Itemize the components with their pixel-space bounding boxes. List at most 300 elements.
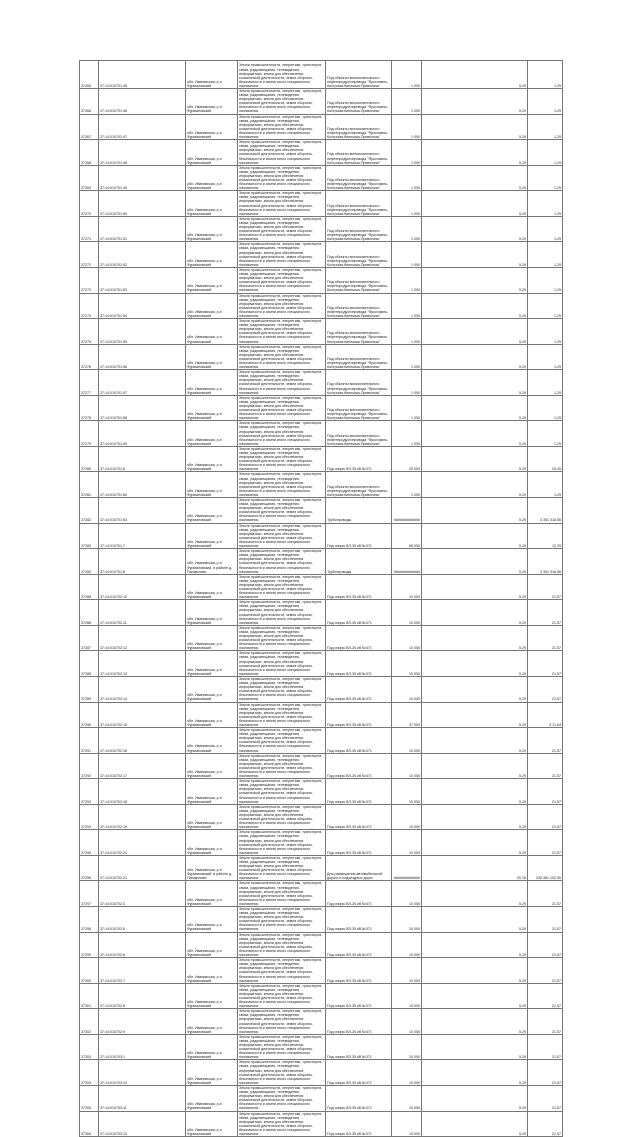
cadastral-number-cell: 37:14:010702:10 xyxy=(99,574,186,600)
location-cell: обл. Ивановская, р-н Фурмановский xyxy=(186,370,238,396)
permitted-use-cell: Под опоры ВЛ-35 кВ №371 xyxy=(326,523,392,549)
table-row xyxy=(80,216,563,242)
table-row xyxy=(80,293,563,319)
row-number-cell: 37270 xyxy=(80,191,99,217)
location-cell: обл. Ивановская, р-н Фурмановский xyxy=(186,498,238,524)
row-number-cell: 37272 xyxy=(80,242,99,268)
amount-cell: 1,29 xyxy=(528,421,563,447)
permitted-use-cell: Под объекты вспомогательного нефтепродуктопровода "Ярославль-Кострома-Кинешма-Приволжск" xyxy=(326,114,392,140)
permitted-use-cell: Под опоры ВЛ-35 кВ №371 xyxy=(326,728,392,754)
location-cell: обл. Ивановская, р-н Фурмановский xyxy=(186,907,238,933)
amount-cell: 21,57 xyxy=(528,779,563,805)
location-cell: обл. Ивановская, р-н Фурмановский xyxy=(186,395,238,421)
cadastral-number-cell: 37:14:010701:8 xyxy=(99,549,186,575)
area-cell: 10 000 xyxy=(392,983,422,1009)
cadastral-number-cell: 37:14:010701:49 xyxy=(99,165,186,191)
permitted-use-cell: Под опоры ВЛ-35 кВ №371 xyxy=(326,881,392,907)
permitted-use-cell: Под объекты вспомогательного нефтепродуктопровода "Ярославль-Кострома-Кинешма-Приволжск" xyxy=(326,344,392,370)
row-number-cell: 37306 xyxy=(80,1111,99,1137)
land-category-cell: Земли промышленности, энергетики, транспорта, связи, радиовещания, телевидения, информатики, земли для обеспечения космической деятельности, земли обороны, безопасности и земли иного специального назначения xyxy=(238,651,326,677)
location-cell: обл. Ивановская, р-н Фурмановский xyxy=(186,676,238,702)
permitted-use-cell: Под объекты вспомогательного нефтепродуктопровода "Ярославль-Кострома-Кинешма-Приволжск" xyxy=(326,165,392,191)
permitted-use-cell: Под объекты вспомогательного нефтепродуктопровода "Ярославль-Кострома-Кинешма-Приволжск" xyxy=(326,293,392,319)
cadastral-number-cell: 37:14:010702:8 xyxy=(99,983,186,1009)
area-cell: 1 000 xyxy=(392,242,422,268)
permitted-use-cell: Под опоры ВЛ-35 кВ №371 xyxy=(326,932,392,958)
table-row xyxy=(80,1009,563,1035)
row-number-cell: 37302 xyxy=(80,1009,99,1035)
land-register-table xyxy=(79,60,563,1137)
amount-cell: 3 11,64 xyxy=(528,702,563,728)
location-cell: обл. Ивановская, р-н Фурмановский xyxy=(186,114,238,140)
area-cell: 1 000 xyxy=(392,421,422,447)
area-cell: 10 000 xyxy=(392,753,422,779)
amount-cell: 1,29 xyxy=(528,191,563,217)
table-row xyxy=(80,983,563,1009)
amount-cell: 21,57 xyxy=(528,1085,563,1111)
area-cell: 10 000 xyxy=(392,1085,422,1111)
cadastral-value-cell: 5,29 xyxy=(422,779,528,805)
location-cell: обл. Ивановская, р-н Фурмановский xyxy=(186,472,238,498)
location-cell: обл. Ивановская, р-н Фурмановский xyxy=(186,804,238,830)
table-row xyxy=(80,472,563,498)
row-number-cell: 37284 xyxy=(80,549,99,575)
land-category-cell: Земли промышленности, энергетики, транспорта, связи, радиовещания, телевидения, информатики, земли для обеспечения космической деятельности, земли обороны, безопасности и земли иного специального назначения xyxy=(238,446,326,472)
cadastral-value-cell: 5,29 xyxy=(422,523,528,549)
location-cell: обл. Ивановская, р-н Фурмановский xyxy=(186,600,238,626)
amount-cell: 21,57 xyxy=(528,932,563,958)
row-number-cell: 37286 xyxy=(80,600,99,626)
area-cell: 1 000 xyxy=(392,89,422,115)
amount-cell: 1,29 xyxy=(528,242,563,268)
amount-cell: 3 351 318,56 xyxy=(528,549,563,575)
location-cell: обл. Ивановская, р-н Фурмановский xyxy=(186,753,238,779)
cadastral-value-cell: 5,29 xyxy=(422,472,528,498)
permitted-use-cell: Под опоры ВЛ-35 кВ №371 xyxy=(326,625,392,651)
cadastral-value-cell: 5,29 xyxy=(422,267,528,293)
area-cell: 10 000 xyxy=(392,1111,422,1137)
area-cell: ############# xyxy=(392,855,422,881)
land-category-cell: Земли промышленности, энергетики, транспорта, связи, радиовещания, телевидения, информатики, земли для обеспечения космической деятельности, земли обороны, безопасности и земли иного специального назначения xyxy=(238,804,326,830)
row-number-cell: 37271 xyxy=(80,216,99,242)
cadastral-number-cell: 37:14:010702:18 xyxy=(99,779,186,805)
permitted-use-cell: Под объекты вспомогательного нефтепродуктопровода "Ярославль-Кострома-Кинешма-Приволжск" xyxy=(326,370,392,396)
row-number-cell: 37265 xyxy=(80,61,99,89)
cadastral-value-cell: 5,29 xyxy=(422,804,528,830)
table-row xyxy=(80,523,563,549)
location-cell: обл. Ивановская, р-н Фурмановский xyxy=(186,165,238,191)
cadastral-number-cell: 37:14:010703:11 xyxy=(99,1085,186,1111)
table-row xyxy=(80,600,563,626)
table-row xyxy=(80,830,563,856)
cadastral-number-cell: 37:14:010701:57 xyxy=(99,370,186,396)
location-cell: обл. Ивановская, р-н Фурмановский xyxy=(186,421,238,447)
land-category-cell: Земли промышленности, энергетики, транспорта, связи, радиовещания, телевидения, информатики, земли для обеспечения космической деятельности, земли обороны, безопасности и земли иного специального назначения xyxy=(238,574,326,600)
land-category-cell: Земли промышленности, энергетики, транспорта, связи, радиовещания, телевидения, информатики, земли для обеспечения космической деятельности, земли обороны, безопасности и земли иного специального назначения xyxy=(238,165,326,191)
cadastral-number-cell: 37:14:010701:52 xyxy=(99,242,186,268)
cadastral-number-cell: 37:14:010702:14 xyxy=(99,676,186,702)
row-number-cell: 37279 xyxy=(80,421,99,447)
area-cell: 10 000 xyxy=(392,907,422,933)
cadastral-value-cell: 5,29 xyxy=(422,753,528,779)
land-category-cell: Земли промышленности, энергетики, транспорта, связи, радиовещания, телевидения, информатики, земли для обеспечения космической деятельности, земли обороны, безопасности и земли иного специального назначения xyxy=(238,753,326,779)
amount-cell: 21,57 xyxy=(528,983,563,1009)
amount-cell: 21,57 xyxy=(528,600,563,626)
table-row xyxy=(80,140,563,166)
permitted-use-cell: Под опоры ВЛ-35 кВ №371 xyxy=(326,446,392,472)
permitted-use-cell: Под объекты вспомогательного нефтепродуктопровода "Ярославль-Кострома-Кинешма-Приволжск" xyxy=(326,319,392,345)
amount-cell: 1,29 xyxy=(528,472,563,498)
area-cell: 1 000 xyxy=(392,114,422,140)
land-category-cell: Земли промышленности, энергетики, транспорта, связи, радиовещания, телевидения, информатики, земли для обеспечения космической деятельности, земли обороны, безопасности и земли иного специального назначения xyxy=(238,676,326,702)
location-cell: обл. Ивановская, р-н Фурмановский, в районе д. Панфилово xyxy=(186,549,238,575)
location-cell: обл. Ивановская, р-н Фурмановский xyxy=(186,702,238,728)
amount-cell: 21,57 xyxy=(528,625,563,651)
location-cell: обл. Ивановская, р-н Фурмановский xyxy=(186,319,238,345)
location-cell: обл. Ивановская, р-н Фурмановский xyxy=(186,344,238,370)
cadastral-number-cell: 37:14:010701:60 xyxy=(99,472,186,498)
row-number-cell: 37282 xyxy=(80,498,99,524)
amount-cell: 21,57 xyxy=(528,1060,563,1086)
cadastral-value-cell: 5,29 xyxy=(422,140,528,166)
amount-cell: 1,29 xyxy=(528,114,563,140)
location-cell: обл. Ивановская, р-н Фурмановский xyxy=(186,89,238,115)
amount-cell: 21,57 xyxy=(528,830,563,856)
permitted-use-cell: Под опоры ВЛ-35 кВ №371 xyxy=(326,1034,392,1060)
area-cell: 1 000 xyxy=(392,293,422,319)
cadastral-value-cell: 5,29 xyxy=(422,881,528,907)
area-cell: 10 000 xyxy=(392,932,422,958)
permitted-use-cell: Под опоры ВЛ-35 кВ №371 xyxy=(326,804,392,830)
cadastral-number-cell: 37:14:010703:12 xyxy=(99,1111,186,1137)
cadastral-number-cell: 37:14:010702:6 xyxy=(99,932,186,958)
cadastral-number-cell: 37:14:010703:10 xyxy=(99,1060,186,1086)
land-category-cell: Земли промышленности, энергетики, транспорта, связи, радиовещания, телевидения, информатики, земли для обеспечения космической деятельности, земли обороны, безопасности и земли иного специального назначения xyxy=(238,1085,326,1111)
land-category-cell: Земли промышленности, энергетики, транспорта, связи, радиовещания, телевидения, информатики, земли для обеспечения космической деятельности, земли обороны, безопасности и земли иного специального назначения xyxy=(238,191,326,217)
permitted-use-cell: Под объекты вспомогательного нефтепродуктопровода "Ярославль-Кострома-Кинешма-Приволжск" xyxy=(326,140,392,166)
amount-cell: 1,29 xyxy=(528,344,563,370)
row-number-cell: 37280 xyxy=(80,446,99,472)
cadastral-value-cell: 5,29 xyxy=(422,1085,528,1111)
area-cell: 1 000 xyxy=(392,395,422,421)
cadastral-number-cell: 37:14:010701:48 xyxy=(99,140,186,166)
table-row xyxy=(80,855,563,881)
table-row xyxy=(80,1111,563,1137)
land-category-cell: Земли промышленности, энергетики, транспорта, связи, радиовещания, телевидения, информатики, земли для обеспечения космической деятельности, земли обороны, безопасности и земли иного специального назначения xyxy=(238,830,326,856)
permitted-use-cell: Под опоры ВЛ-35 кВ №371 xyxy=(326,574,392,600)
table-row xyxy=(80,61,563,89)
cadastral-value-cell: 5,29 xyxy=(422,498,528,524)
area-cell: 10 000 xyxy=(392,1034,422,1060)
amount-cell: 21,57 xyxy=(528,1034,563,1060)
amount-cell: 1,29 xyxy=(528,61,563,89)
permitted-use-cell: Под опоры ВЛ-35 кВ №371 xyxy=(326,907,392,933)
land-category-cell: Земли промышленности, энергетики, транспорта, связи, радиовещания, телевидения, информатики, земли для обеспечения космической деятельности, земли обороны, безопасности и земли иного специального назначения xyxy=(238,779,326,805)
cadastral-value-cell: 5,29 xyxy=(422,216,528,242)
location-cell: обл. Ивановская, р-н Фурмановский xyxy=(186,1111,238,1137)
cadastral-number-cell: 37:14:010702:11 xyxy=(99,600,186,626)
cadastral-number-cell: 37:14:010702:17 xyxy=(99,753,186,779)
land-category-cell: Земли промышленности, энергетики, транспорта, связи, радиовещания, телевидения, информатики, земли для обеспечения космической деятельности, земли обороны, безопасности и земли иного специального назначения xyxy=(238,958,326,984)
row-number-cell: 37266 xyxy=(80,89,99,115)
cadastral-value-cell: 5,29 xyxy=(422,625,528,651)
land-category-cell: Земли промышленности, энергетики, транспорта, связи, радиовещания, телевидения, информатики, земли для обеспечения космической деятельности, земли обороны, безопасности и земли иного специального назначения xyxy=(238,549,326,575)
permitted-use-cell: Под опоры ВЛ-35 кВ №371 xyxy=(326,1060,392,1086)
land-category-cell: Земли промышленности, энергетики, транспорта, связи, радиовещания, телевидения, информатики, земли для обеспечения космической деятельности, земли обороны, безопасности и земли иного специального назначения xyxy=(238,523,326,549)
permitted-use-cell: Под опоры ВЛ-35 кВ №371 xyxy=(326,1111,392,1137)
permitted-use-cell: Под объекты вспомогательного нефтепродуктопровода "Ярославль-Кострома-Кинешма-Приволжск" xyxy=(326,421,392,447)
area-cell: 10 000 xyxy=(392,958,422,984)
permitted-use-cell: Под опоры ВЛ-35 кВ №371 xyxy=(326,958,392,984)
land-category-cell: Земли промышленности, энергетики, транспорта, связи, радиовещания, телевидения, информатики, земли для обеспечения космической деятельности, земли обороны, безопасности и земли иного специального назначения xyxy=(238,89,326,115)
row-number-cell: 37290 xyxy=(80,702,99,728)
amount-cell: 21,57 xyxy=(528,907,563,933)
table-row xyxy=(80,907,563,933)
cadastral-value-cell: 5,29 xyxy=(422,1060,528,1086)
land-category-cell: Земли промышленности, энергетики, транспорта, связи, радиовещания, телевидения, информатики, земли для обеспечения космической деятельности, земли обороны, безопасности и земли иного специального назначения xyxy=(238,472,326,498)
permitted-use-cell: Под опоры ВЛ-35 кВ №371 xyxy=(326,651,392,677)
cadastral-number-cell: 37:14:010701:63 xyxy=(99,498,186,524)
table-row xyxy=(80,651,563,677)
table-row xyxy=(80,625,563,651)
location-cell: обл. Ивановская, р-н Фурмановский xyxy=(186,728,238,754)
permitted-use-cell: Под опоры ВЛ-35 кВ №371 xyxy=(326,983,392,1009)
row-number-cell: 37275 xyxy=(80,319,99,345)
location-cell: обл. Ивановская, р-н Фурмановский xyxy=(186,574,238,600)
location-cell: обл. Ивановская, р-н Фурмановский xyxy=(186,216,238,242)
cadastral-number-cell: 37:14:010702:7 xyxy=(99,958,186,984)
cadastral-value-cell: 5,29 xyxy=(422,421,528,447)
amount-cell: 21,57 xyxy=(528,651,563,677)
row-number-cell: 37285 xyxy=(80,574,99,600)
land-category-cell: Земли промышленности, энергетики, транспорта, связи, радиовещания, телевидения, информатики, земли для обеспечения космической деятельности, земли обороны, безопасности и земли иного специального назначения xyxy=(238,881,326,907)
amount-cell: 1,29 xyxy=(528,140,563,166)
row-number-cell: 37291 xyxy=(80,728,99,754)
area-cell: 10 000 xyxy=(392,728,422,754)
cadastral-value-cell: 5,29 xyxy=(422,319,528,345)
amount-cell: 21,57 xyxy=(528,1111,563,1137)
permitted-use-cell: Под объекты вспомогательного нефтепродуктопровода "Ярославль-Кострома-Кинешма-Приволжск" xyxy=(326,472,392,498)
land-category-cell: Земли промышленности, энергетики, транспорта, связи, радиовещания, телевидения, информатики, земли для обеспечения космической деятельности, земли обороны, безопасности и земли иного специального назначения xyxy=(238,600,326,626)
land-category-cell: Земли промышленности, энергетики, транспорта, связи, радиовещания, телевидения, информатики, земли для обеспечения космической деятельности, земли обороны, безопасности и земли иного специального назначения xyxy=(238,1111,326,1137)
row-number-cell: 37297 xyxy=(80,881,99,907)
location-cell: обл. Ивановская, р-н Фурмановский xyxy=(186,651,238,677)
amount-cell: 1,29 xyxy=(528,395,563,421)
amount-cell: 21,57 xyxy=(528,728,563,754)
location-cell: обл. Ивановская, р-н Фурмановский xyxy=(186,242,238,268)
area-cell: 1 000 xyxy=(392,191,422,217)
cadastral-value-cell: 5,29 xyxy=(422,191,528,217)
location-cell: обл. Ивановская, р-н Фурмановский xyxy=(186,293,238,319)
row-number-cell: 37298 xyxy=(80,907,99,933)
permitted-use-cell: Под опоры ВЛ-35 кВ №371 xyxy=(326,676,392,702)
row-number-cell: 37305 xyxy=(80,1085,99,1111)
amount-cell: 1,29 xyxy=(528,293,563,319)
cadastral-value-cell: 5,29 xyxy=(422,574,528,600)
table-row xyxy=(80,242,563,268)
cadastral-value-cell: 5,29 xyxy=(422,242,528,268)
permitted-use-cell: Под опоры ВЛ-35 кВ №371 xyxy=(326,779,392,805)
table-row xyxy=(80,1034,563,1060)
table-row xyxy=(80,958,563,984)
land-category-cell: Земли промышленности, энергетики, транспорта, связи, радиовещания, телевидения, информатики, земли для обеспечения космической деятельности, земли обороны, безопасности и земли иного специального назначения xyxy=(238,421,326,447)
cadastral-value-cell: 5,29 xyxy=(422,549,528,575)
row-number-cell: 37288 xyxy=(80,651,99,677)
permitted-use-cell: Под опоры ВЛ-35 кВ №371 xyxy=(326,753,392,779)
cadastral-number-cell: 37:14:010702:16 xyxy=(99,728,186,754)
permitted-use-cell: Под объекты вспомогательного нефтепродуктопровода "Ярославль-Кострома-Кинешма-Приволжск" xyxy=(326,191,392,217)
cadastral-number-cell: 37:14:010701:59 xyxy=(99,421,186,447)
location-cell: обл. Ивановская, р-н Фурмановский xyxy=(186,779,238,805)
area-cell: 1 000 xyxy=(392,216,422,242)
amount-cell: 1,29 xyxy=(528,89,563,115)
table-row xyxy=(80,702,563,728)
area-cell: 1 000 xyxy=(392,319,422,345)
land-category-cell: Земли промышленности, энергетики, транспорта, связи, радиовещания, телевидения, информатики, земли для обеспечения космической деятельности, земли обороны, безопасности и земли иного специального назначения xyxy=(238,1034,326,1060)
row-number-cell: 37304 xyxy=(80,1060,99,1086)
land-category-cell: Земли промышленности, энергетики, транспорта, связи, радиовещания, телевидения, информатики, земли для обеспечения космической деятельности, земли обороны, безопасности и земли иного специального назначения xyxy=(238,61,326,89)
permitted-use-cell: Под опоры ВЛ-35 кВ №371 xyxy=(326,1009,392,1035)
area-cell: 1 000 xyxy=(392,140,422,166)
cadastral-number-cell: 37:14:010701:51 xyxy=(99,216,186,242)
amount-cell: 1,29 xyxy=(528,319,563,345)
area-cell: 1 000 xyxy=(392,267,422,293)
table-row xyxy=(80,728,563,754)
amount-cell: 3 351 318,56 xyxy=(528,498,563,524)
row-number-cell: 37301 xyxy=(80,983,99,1009)
row-number-cell: 37295 xyxy=(80,830,99,856)
permitted-use-cell: Под объекты вспомогательного нефтепродуктопровода "Ярославль-Кострома-Кинешма-Приволжск" xyxy=(326,242,392,268)
amount-cell: 21,57 xyxy=(528,881,563,907)
area-cell: 10 000 xyxy=(392,804,422,830)
cadastral-number-cell: 37:14:010701:54 xyxy=(99,293,186,319)
location-cell: обл. Ивановская, р-н Фурмановский xyxy=(186,1009,238,1035)
area-cell: 10 000 xyxy=(392,1009,422,1035)
cadastral-value-cell: 5,29 xyxy=(422,61,528,89)
amount-cell: 12,29 xyxy=(528,523,563,549)
location-cell: обл. Ивановская, р-н Фурмановский xyxy=(186,625,238,651)
location-cell: обл. Ивановская, р-н Фурмановский xyxy=(186,1060,238,1086)
amount-cell: 1,29 xyxy=(528,370,563,396)
table-row xyxy=(80,804,563,830)
cadastral-value-cell: 5,29 xyxy=(422,651,528,677)
location-cell: обл. Ивановская, р-н Фурмановский xyxy=(186,983,238,1009)
table-row xyxy=(80,498,563,524)
cadastral-value-cell: 5,29 xyxy=(422,1034,528,1060)
cadastral-value-cell: 5,29 xyxy=(422,89,528,115)
cadastral-number-cell: 37:14:010702:13 xyxy=(99,651,186,677)
cadastral-value-cell: 5,29 xyxy=(422,907,528,933)
cadastral-value-cell: 5,29 xyxy=(422,370,528,396)
permitted-use-cell: Под опоры ВЛ-35 кВ №371 xyxy=(326,600,392,626)
row-number-cell: 37281 xyxy=(80,472,99,498)
row-number-cell: 37269 xyxy=(80,165,99,191)
table-row xyxy=(80,676,563,702)
table-row xyxy=(80,1085,563,1111)
land-category-cell: Земли промышленности, энергетики, транспорта, связи, радиовещания, телевидения, информатики, земли для обеспечения космической деятельности, земли обороны, безопасности и земли иного специального назначения xyxy=(238,907,326,933)
cadastral-value-cell: 5,29 xyxy=(422,165,528,191)
area-cell: 10 000 xyxy=(392,1060,422,1086)
table-row xyxy=(80,114,563,140)
cadastral-value-cell: 5,29 xyxy=(422,293,528,319)
cadastral-number-cell: 37:14:010701:45 xyxy=(99,61,186,89)
row-number-cell: 37299 xyxy=(80,932,99,958)
location-cell: обл. Ивановская, р-н Фурмановский xyxy=(186,61,238,89)
land-category-cell: Земли промышленности, энергетики, транспорта, связи, радиовещания, телевидения, информатики, земли для обеспечения космической деятельности, земли обороны, безопасности и земли иного специального назначения xyxy=(238,625,326,651)
area-cell: ############# xyxy=(392,549,422,575)
amount-cell: 21,57 xyxy=(528,958,563,984)
row-number-cell: 37267 xyxy=(80,114,99,140)
land-category-cell: Земли промышленности, энергетики, транспорта, связи, радиовещания, телевидения, информатики, земли для обеспечения космической деятельности, земли обороны, безопасности и земли иного специального назначения xyxy=(238,395,326,421)
table-row xyxy=(80,881,563,907)
amount-cell: 235 361 102,90 xyxy=(528,855,563,881)
permitted-use-cell: Трубопроводы xyxy=(326,549,392,575)
land-category-cell: Земли промышленности, энергетики, транспорта, связи, радиовещания, телевидения, информатики, земли для обеспечения космической деятельности, земли обороны, безопасности и земли иного специального назначения xyxy=(238,114,326,140)
cadastral-value-cell: 5,29 xyxy=(422,600,528,626)
row-number-cell: 37292 xyxy=(80,753,99,779)
land-category-cell: Земли промышленности, энергетики, транспорта, связи, радиовещания, телевидения, информатики, земли для обеспечения космической деятельности, земли обороны, безопасности и земли иного специального назначения xyxy=(238,344,326,370)
cadastral-value-cell: 5,29 xyxy=(422,728,528,754)
location-cell: обл. Ивановская, р-н Фурмановский xyxy=(186,267,238,293)
area-cell: 1 000 xyxy=(392,344,422,370)
cadastral-value-cell: 5,29 xyxy=(422,114,528,140)
amount-cell: 21,57 xyxy=(528,676,563,702)
land-category-cell: Земли промышленности, энергетики, транспорта, связи, радиовещания, телевидения, информатики, земли для обеспечения космической деятельности, земли обороны, безопасности и земли иного специального назначения xyxy=(238,267,326,293)
area-cell: 10 000 xyxy=(392,881,422,907)
location-cell: обл. Ивановская, р-н Фурмановский xyxy=(186,446,238,472)
row-number-cell: 37303 xyxy=(80,1034,99,1060)
cadastral-number-cell: 37:14:010702:9 xyxy=(99,1009,186,1035)
land-category-cell: Земли промышленности, энергетики, транспорта, связи, радиовещания, телевидения, информатики, земли для обеспечения космической деятельности, земли обороны, безопасности и земли иного специального назначения xyxy=(238,932,326,958)
table-row xyxy=(80,370,563,396)
area-cell: 10 000 xyxy=(392,574,422,600)
cadastral-number-cell: 37:14:010701:6 xyxy=(99,446,186,472)
permitted-use-cell: Под объекты вспомогательного нефтепродуктопровода "Ярославль-Кострома-Кинешма-Приволжск" xyxy=(326,267,392,293)
cadastral-number-cell: 37:14:010702:15 xyxy=(99,702,186,728)
table-row xyxy=(80,932,563,958)
cadastral-number-cell: 37:14:010701:50 xyxy=(99,191,186,217)
amount-cell: 21,57 xyxy=(528,1009,563,1035)
cadastral-value-cell: 5,29 xyxy=(422,676,528,702)
amount-cell: 21,57 xyxy=(528,804,563,830)
cadastral-value-cell: 5,29 xyxy=(422,1111,528,1137)
row-number-cell: 37289 xyxy=(80,676,99,702)
land-category-cell: Земли промышленности, энергетики, транспорта, связи, радиовещания, телевидения, информатики, земли для обеспечения космической деятельности, земли обороны, безопасности и земли иного специального назначения xyxy=(238,702,326,728)
table-row xyxy=(80,267,563,293)
cadastral-value-cell: 20,15 xyxy=(422,855,528,881)
area-cell: 1 000 xyxy=(392,61,422,89)
land-category-cell: Земли промышленности, энергетики, транспорта, связи, радиовещания, телевидения, информатики, земли для обеспечения космической деятельности, земли обороны, безопасности и земли иного специального назначения xyxy=(238,293,326,319)
amount-cell: 25,35 xyxy=(528,446,563,472)
area-cell: 10 000 xyxy=(392,625,422,651)
cadastral-value-cell: 5,29 xyxy=(422,446,528,472)
land-category-cell: Земли промышленности, энергетики, транспорта, связи, радиовещания, телевидения, информатики, земли для обеспечения космической деятельности, земли обороны, безопасности и земли иного специального назначения xyxy=(238,498,326,524)
permitted-use-cell: Под опоры ВЛ-35 кВ №371 xyxy=(326,830,392,856)
table-row xyxy=(80,165,563,191)
land-category-cell: Земли промышленности, энергетики, транспорта, связи, радиовещания, телевидения, информатики, земли для обеспечения космической деятельности, земли обороны, безопасности и земли иного специального назначения xyxy=(238,319,326,345)
row-number-cell: 37294 xyxy=(80,804,99,830)
permitted-use-cell: Под объекты вспомогательного нефтепродуктопровода "Ярославль-Кострома-Кинешма-Приволжск" xyxy=(326,216,392,242)
location-cell: обл. Ивановская, р-н Фурмановский xyxy=(186,523,238,549)
area-cell: 10 000 xyxy=(392,676,422,702)
cadastral-number-cell: 37:14:010701:55 xyxy=(99,319,186,345)
location-cell: обл. Ивановская, р-н Фурмановский xyxy=(186,958,238,984)
row-number-cell: 37278 xyxy=(80,395,99,421)
location-cell: обл. Ивановская, р-н Фурмановский xyxy=(186,1085,238,1111)
table-row xyxy=(80,753,563,779)
cadastral-number-cell: 37:14:010701:46 xyxy=(99,89,186,115)
cadastral-value-cell: 5,29 xyxy=(422,830,528,856)
